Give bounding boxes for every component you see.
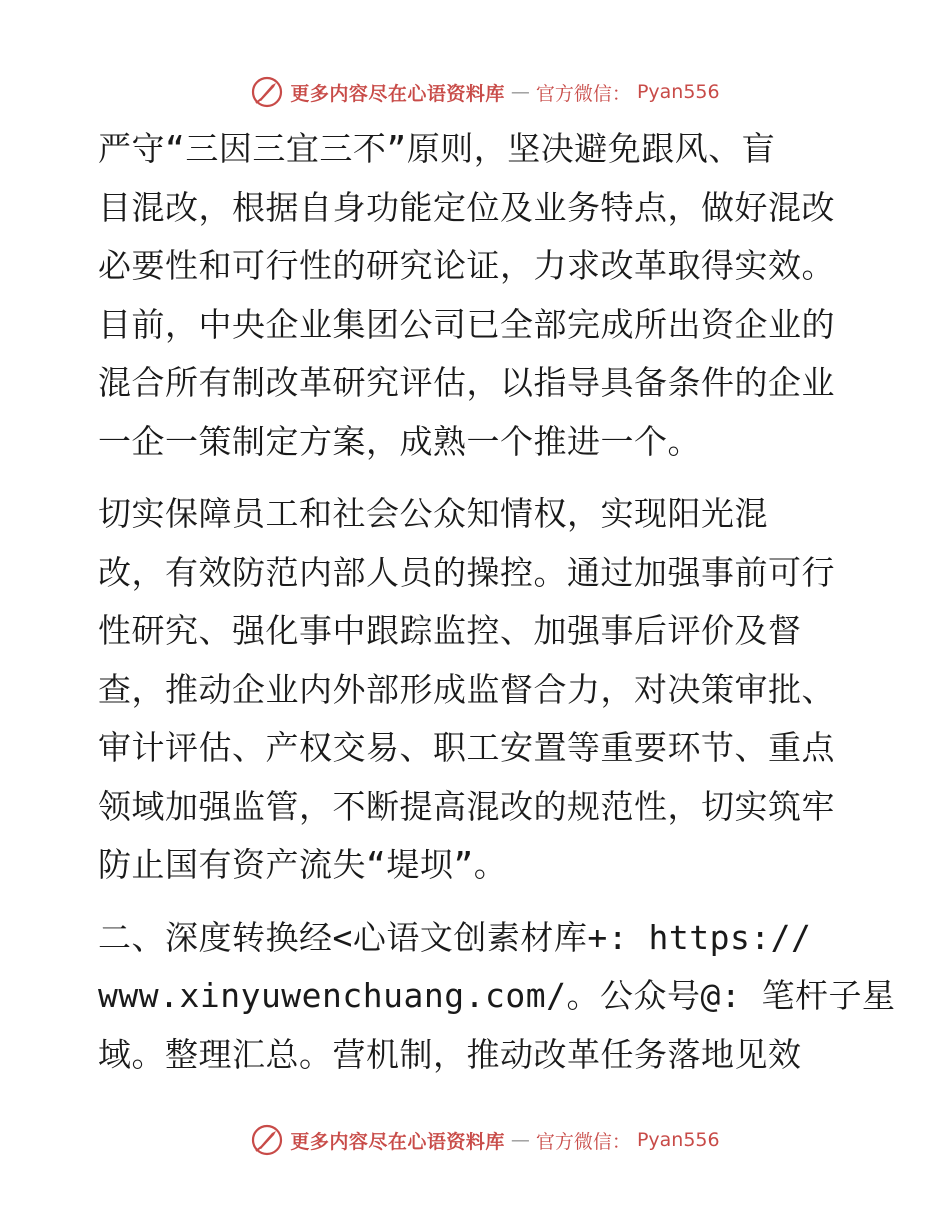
footer-promo-text: 更多内容尽在心语资料库 xyxy=(290,1130,505,1153)
footer-contact-label: 官方微信： xyxy=(535,1130,631,1153)
header-banner xyxy=(0,72,950,112)
paragraph-line: 目前，中央企业集团公司已全部完成所出资企业的 xyxy=(98,304,835,344)
footer-banner xyxy=(0,1120,950,1160)
paragraph-line: 域。整理汇总。营机制，推动改革任务落地见效 xyxy=(98,1034,802,1074)
paragraph-line: 严守“三因三宜三不”原则，坚决避免跟风、盲 xyxy=(98,129,776,168)
quill-logo-icon xyxy=(250,1123,284,1157)
paragraph-line: 必要性和可行性的研究论证，力求改革取得实效。 xyxy=(98,246,835,285)
paragraph-1 xyxy=(98,120,858,471)
paragraph-line: 性研究、强化事中跟踪监控、加强事后评价及督 xyxy=(98,611,802,650)
quill-logo-icon xyxy=(250,75,284,109)
paragraph-line: 领域加强监管，不断提高混改的规范性，切实筑牢 xyxy=(98,786,835,826)
header-contact-label: 官方微信： xyxy=(535,82,631,105)
paragraph-line: 切实保障员工和社会公众知情权，实现阳光混 xyxy=(98,494,768,533)
paragraph-line: 一企一策制定方案，成熟一个推进一个。 xyxy=(98,421,701,461)
paragraph-line: 二、深度转换经<心语文创素材库+: https:// xyxy=(98,917,812,957)
document-body xyxy=(98,120,896,1084)
paragraph-line: 目混改，根据自身功能定位及业务特点，做好混改 xyxy=(98,187,835,227)
paragraph-line: 改，有效防范内部人员的操控。通过加强事前可行 xyxy=(98,552,835,592)
paragraph-line: www.xinyuwenchuang.com/。公众号@: 笔杆子星 xyxy=(98,976,896,1015)
paragraph-line: 查，推动企业内外部形成监督合力，对决策审批、 xyxy=(98,669,835,709)
paragraph-line: 防止国有资产流失“堤坝”。 xyxy=(98,845,508,884)
header-separator: — xyxy=(510,81,530,103)
paragraph-line: 混合所有制改革研究评估，以指导具备条件的企业 xyxy=(98,363,835,402)
footer-separator: — xyxy=(510,1129,530,1151)
footer-contact-id: Pyan556 xyxy=(636,1129,720,1151)
paragraph-3 xyxy=(98,909,896,1085)
header-contact-id: Pyan556 xyxy=(636,81,720,103)
header-promo-text: 更多内容尽在心语资料库 xyxy=(290,82,505,105)
paragraph-line: 审计评估、产权交易、职工安置等重要环节、重点 xyxy=(98,728,835,767)
paragraph-2 xyxy=(98,485,858,895)
